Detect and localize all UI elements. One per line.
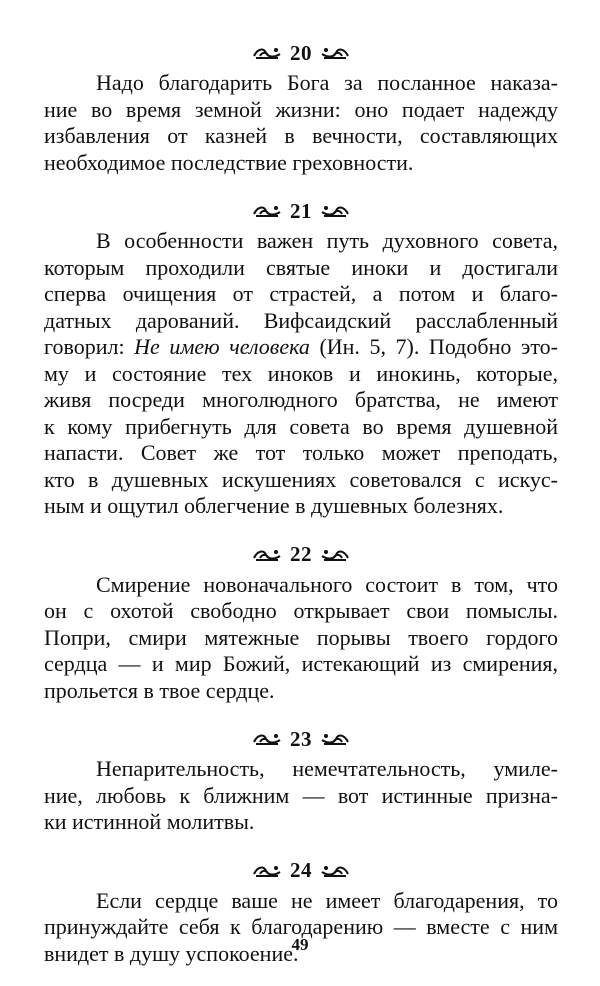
text-line: ки истинной молитвы. xyxy=(44,809,255,834)
fleuron-left-icon xyxy=(252,732,282,746)
fleuron-left-icon xyxy=(252,864,282,878)
text-line: сердца — и мир Божий, истекающий из смирения, xyxy=(44,651,558,676)
section-23 xyxy=(44,724,558,836)
text-line: кто в душевных искушениях советовался с искус- xyxy=(44,466,558,492)
section-heading xyxy=(44,724,558,754)
section-heading xyxy=(44,38,558,68)
fleuron-right-icon xyxy=(320,864,350,878)
scripture-quote: Не имею человека xyxy=(134,334,310,359)
page-body xyxy=(44,38,558,967)
fleuron-left-icon xyxy=(252,204,282,218)
text-line: необходимое последствие греховности. xyxy=(44,149,414,175)
section-heading xyxy=(44,856,558,886)
text-line: которым проходили святые иноки и достигали xyxy=(44,254,558,280)
text-line: Попри, смири мятежные порывы твоего гордого xyxy=(44,624,558,650)
section-text xyxy=(44,756,558,836)
page-number: 49 xyxy=(291,935,309,954)
text-line: Если сердце ваше не имеет благодарения, то xyxy=(96,887,558,913)
section-heading xyxy=(44,540,558,570)
text-line: му и состояние тех иноков и инокинь, которые, xyxy=(44,360,558,386)
text-fragment: говорил: xyxy=(44,334,125,359)
text-line: напасти. Совет же тот только может преподать, xyxy=(44,440,558,465)
fleuron-right-icon xyxy=(320,548,350,562)
fleuron-right-icon xyxy=(320,46,350,60)
text-line: принуждайте себя к благодарению — вместе с ним xyxy=(44,914,558,939)
text-line: внидет в душу успокоение. xyxy=(44,940,299,966)
text-line: Надо благодарить Бога за посланное наказа- xyxy=(96,70,558,95)
section-heading xyxy=(44,196,558,226)
section-21 xyxy=(44,196,558,520)
text-line: прольется в твое сердце. xyxy=(44,677,275,703)
text-line: избавления от казней в вечности, составляющих xyxy=(44,123,558,148)
text-line: ние, любовь к ближним — вот истинные призна- xyxy=(44,782,558,808)
text-line-with-citation xyxy=(44,334,558,361)
text-fragment: (Ин. 5, 7). Подобно это- xyxy=(319,334,558,359)
section-text xyxy=(44,228,558,520)
text-line: живя посреди многолюдного братства, не имеют xyxy=(44,387,558,412)
section-number: 21 xyxy=(290,198,312,223)
section-number: 24 xyxy=(290,858,312,882)
section-number: 22 xyxy=(290,542,312,566)
text-line: сперва очищения от страстей, а потом и благо- xyxy=(44,281,558,306)
fleuron-right-icon xyxy=(320,204,350,218)
fleuron-left-icon xyxy=(252,548,282,562)
section-number: 20 xyxy=(290,40,312,65)
text-line: ным и ощутил облегчение в душевных болезнях. xyxy=(44,493,504,518)
fleuron-left-icon xyxy=(252,46,282,60)
fleuron-right-icon xyxy=(320,732,350,746)
section-22 xyxy=(44,540,558,705)
section-number: 23 xyxy=(290,726,312,751)
section-text xyxy=(44,572,558,705)
section-20 xyxy=(44,38,558,176)
section-text xyxy=(44,70,558,176)
text-line: ние во время земной жизни: оно подает надежду xyxy=(44,96,558,122)
section-text xyxy=(44,888,558,968)
text-line: датных дарований. Вифсаидский расслабленный xyxy=(44,307,558,333)
text-line: он с охотой свободно открывает свои помыслы. xyxy=(44,598,558,623)
text-line: Смирение новоначального состоит в том, что xyxy=(96,571,558,597)
text-line: В особенности важен путь духовного совета, xyxy=(96,228,558,253)
text-line: к кому прибегнуть для совета во время душевной xyxy=(44,413,558,439)
text-line: Непарительность, немечтательность, умиле- xyxy=(96,756,558,781)
